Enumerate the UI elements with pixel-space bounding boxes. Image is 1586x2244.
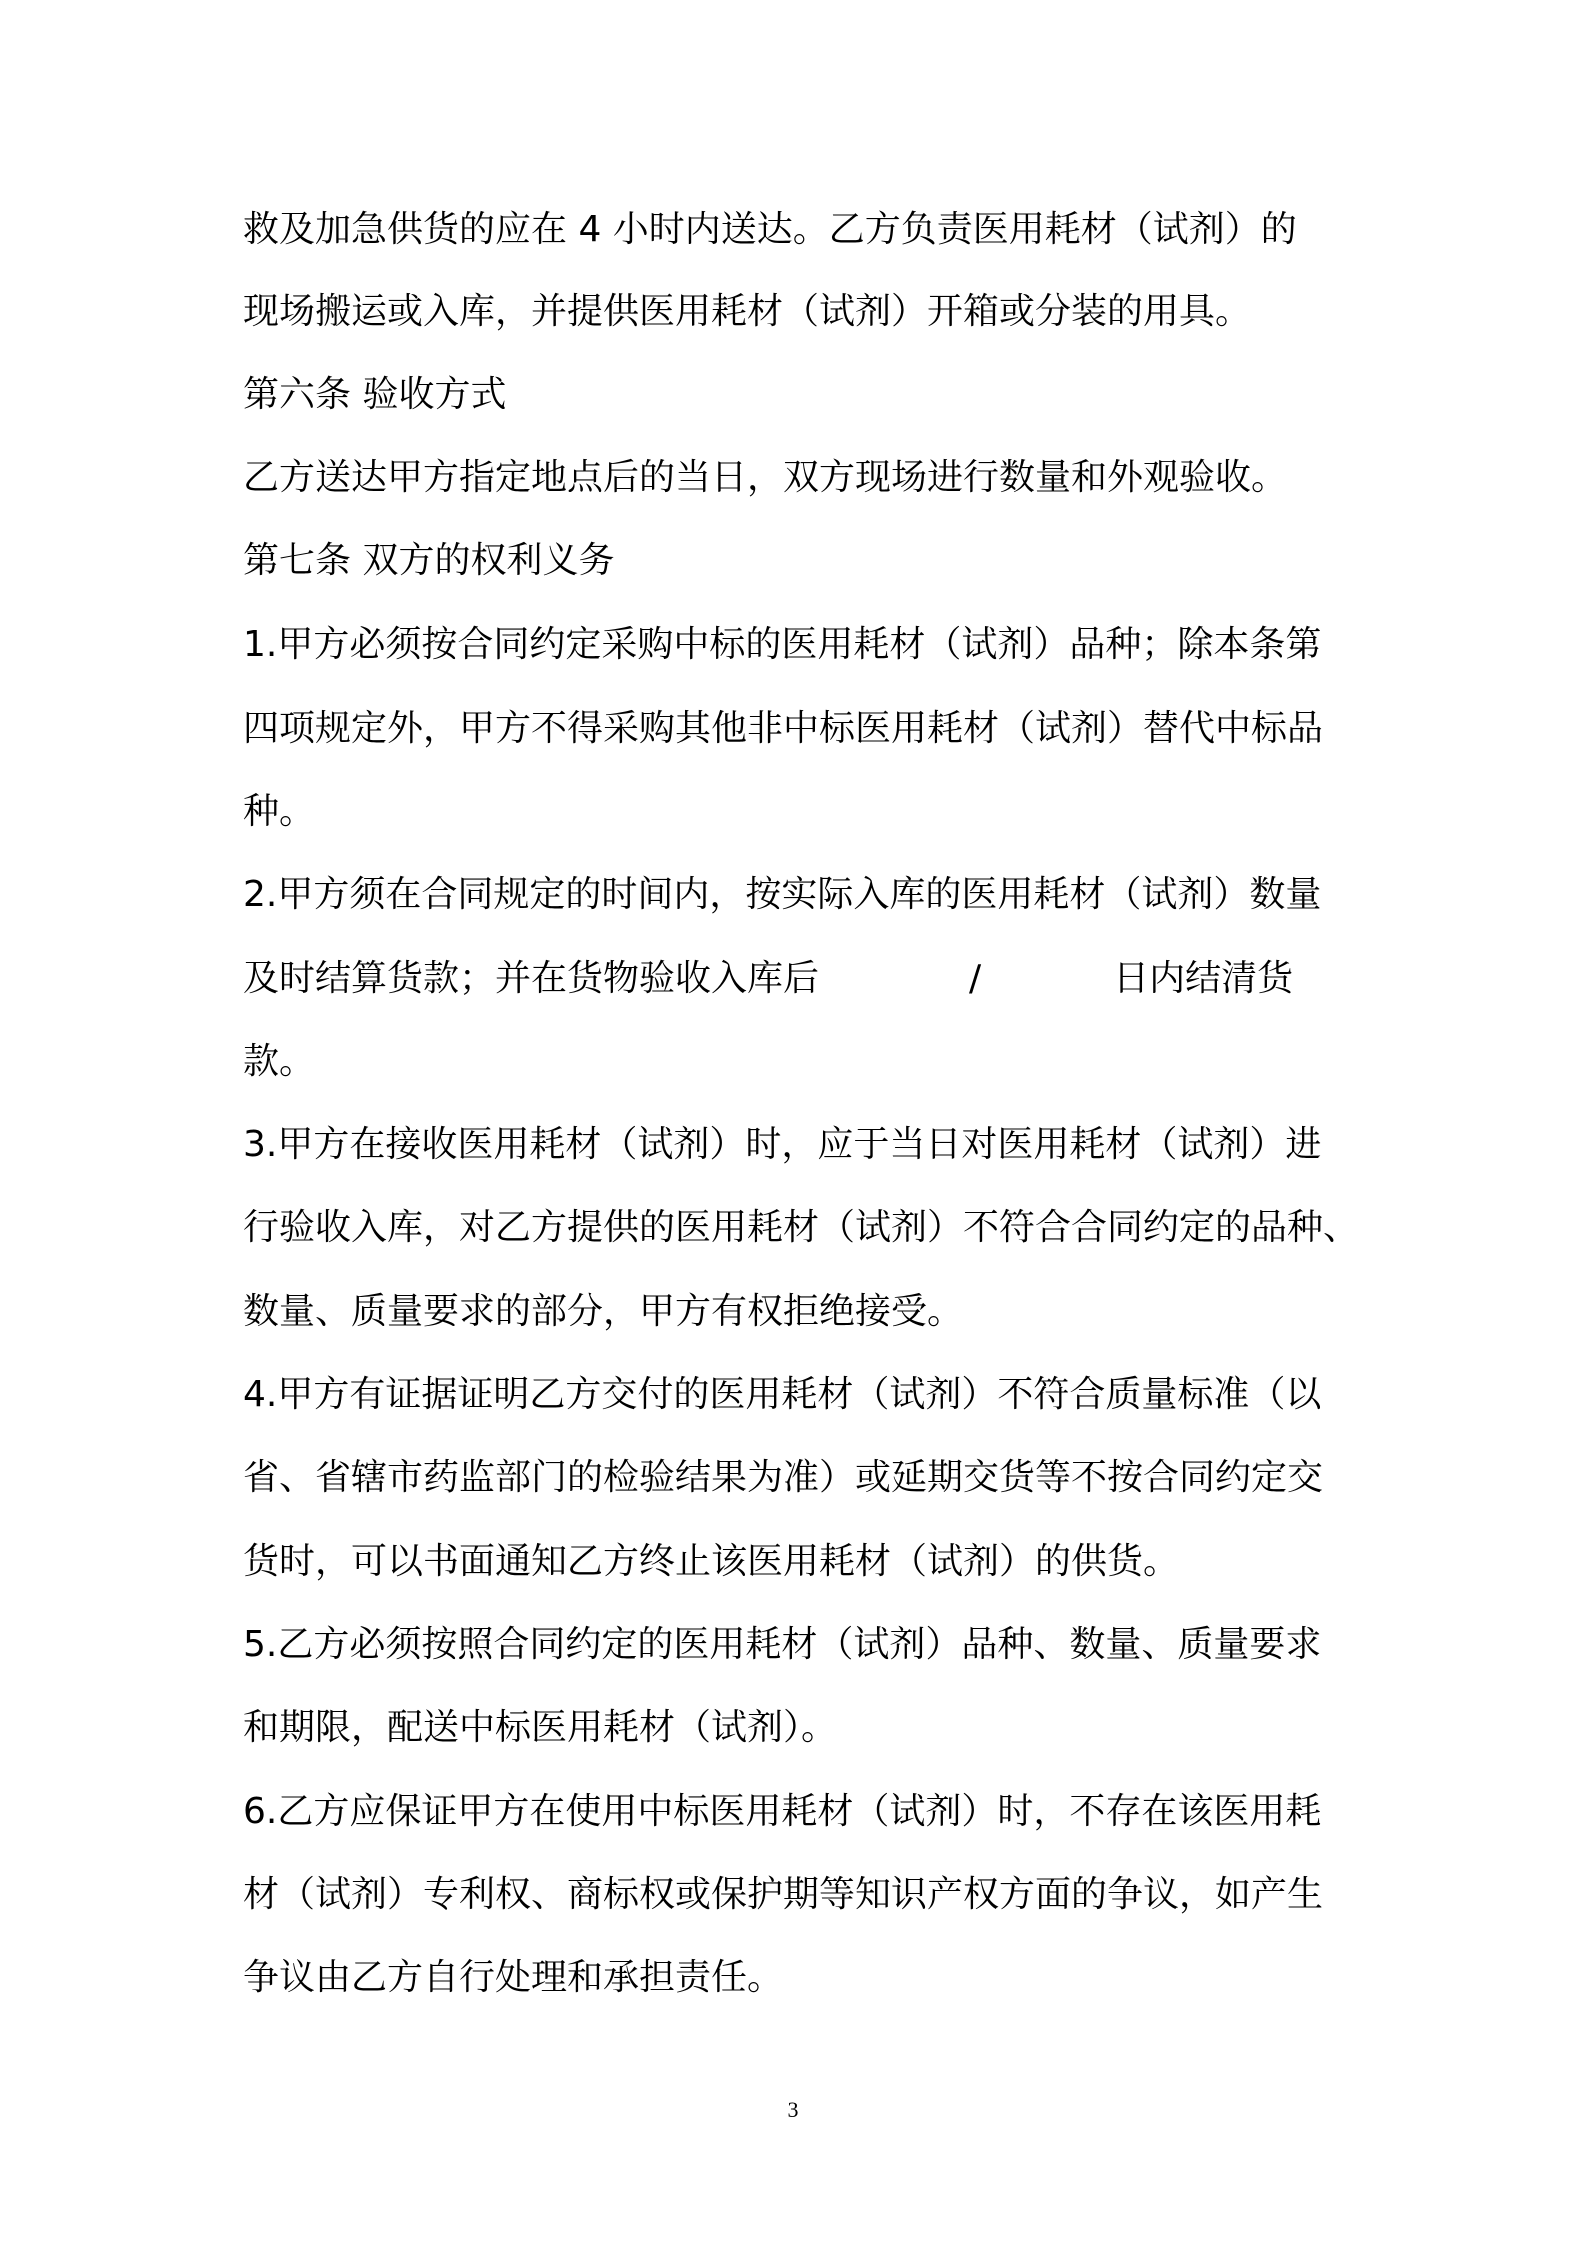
section-heading: 第六条 验收方式 (243, 374, 507, 415)
paragraph-line: 款。 (243, 1041, 316, 1082)
page-number: 3 (787, 2097, 799, 2122)
payment-term-before: 及时结算货款；并在货物验收入库后 (243, 958, 820, 999)
paragraph-line: 和期限，配送中标医用耗材（试剂）。 (243, 1707, 838, 1748)
paragraph-line: 2.甲方须在合同规定的时间内，按实际入库的医用耗材（试剂）数量 (243, 874, 1322, 915)
paragraph-line: 数量、质量要求的部分，甲方有权拒绝接受。 (243, 1291, 964, 1332)
paragraph-line: 种。 (243, 791, 316, 832)
paragraph-line: 省、省辖市药监部门的检验结果为准）或延期交货等不按合同约定交 (243, 1457, 1324, 1498)
paragraph-line: 争议由乙方自行处理和承担责任。 (243, 1957, 784, 1998)
paragraph-line: 1.甲方必须按合同约定采购中标的医用耗材（试剂）品种；除本条第 (243, 624, 1322, 665)
payment-term-after: 日内结清货 (1113, 958, 1294, 999)
paragraph-line: 3.甲方在接收医用耗材（试剂）时，应于当日对医用耗材（试剂）进 (243, 1124, 1322, 1165)
paragraph-line: 货时，可以书面通知乙方终止该医用耗材（试剂）的供货。 (243, 1541, 1180, 1582)
paragraph-line: 行验收入库，对乙方提供的医用耗材（试剂）不符合合同约定的品种、 (243, 1207, 1360, 1248)
paragraph-line: 现场搬运或入库，并提供医用耗材（试剂）开箱或分装的用具。 (243, 291, 1252, 332)
paragraph-line: 四项规定外，甲方不得采购其他非中标医用耗材（试剂）替代中标品 (243, 708, 1324, 749)
paragraph-line: 4.甲方有证据证明乙方交付的医用耗材（试剂）不符合质量标准（以 (243, 1374, 1322, 1415)
paragraph-line: 材（试剂）专利权、商标权或保护期等知识产权方面的争议，如产生 (243, 1874, 1324, 1915)
paragraph-line: 乙方送达甲方指定地点后的当日，双方现场进行数量和外观验收。 (243, 457, 1288, 498)
section-heading: 第七条 双方的权利义务 (243, 540, 615, 581)
paragraph-line: 5.乙方必须按照合同约定的医用耗材（试剂）品种、数量、质量要求 (243, 1624, 1322, 1665)
payment-term-blank: / (969, 958, 982, 999)
paragraph-line: 救及加急供货的应在 4 小时内送达。乙方负责医用耗材（试剂）的 (243, 209, 1297, 250)
payment-term-line (243, 957, 1353, 1001)
paragraph-line: 6.乙方应保证甲方在使用中标医用耗材（试剂）时，不存在该医用耗 (243, 1791, 1322, 1832)
